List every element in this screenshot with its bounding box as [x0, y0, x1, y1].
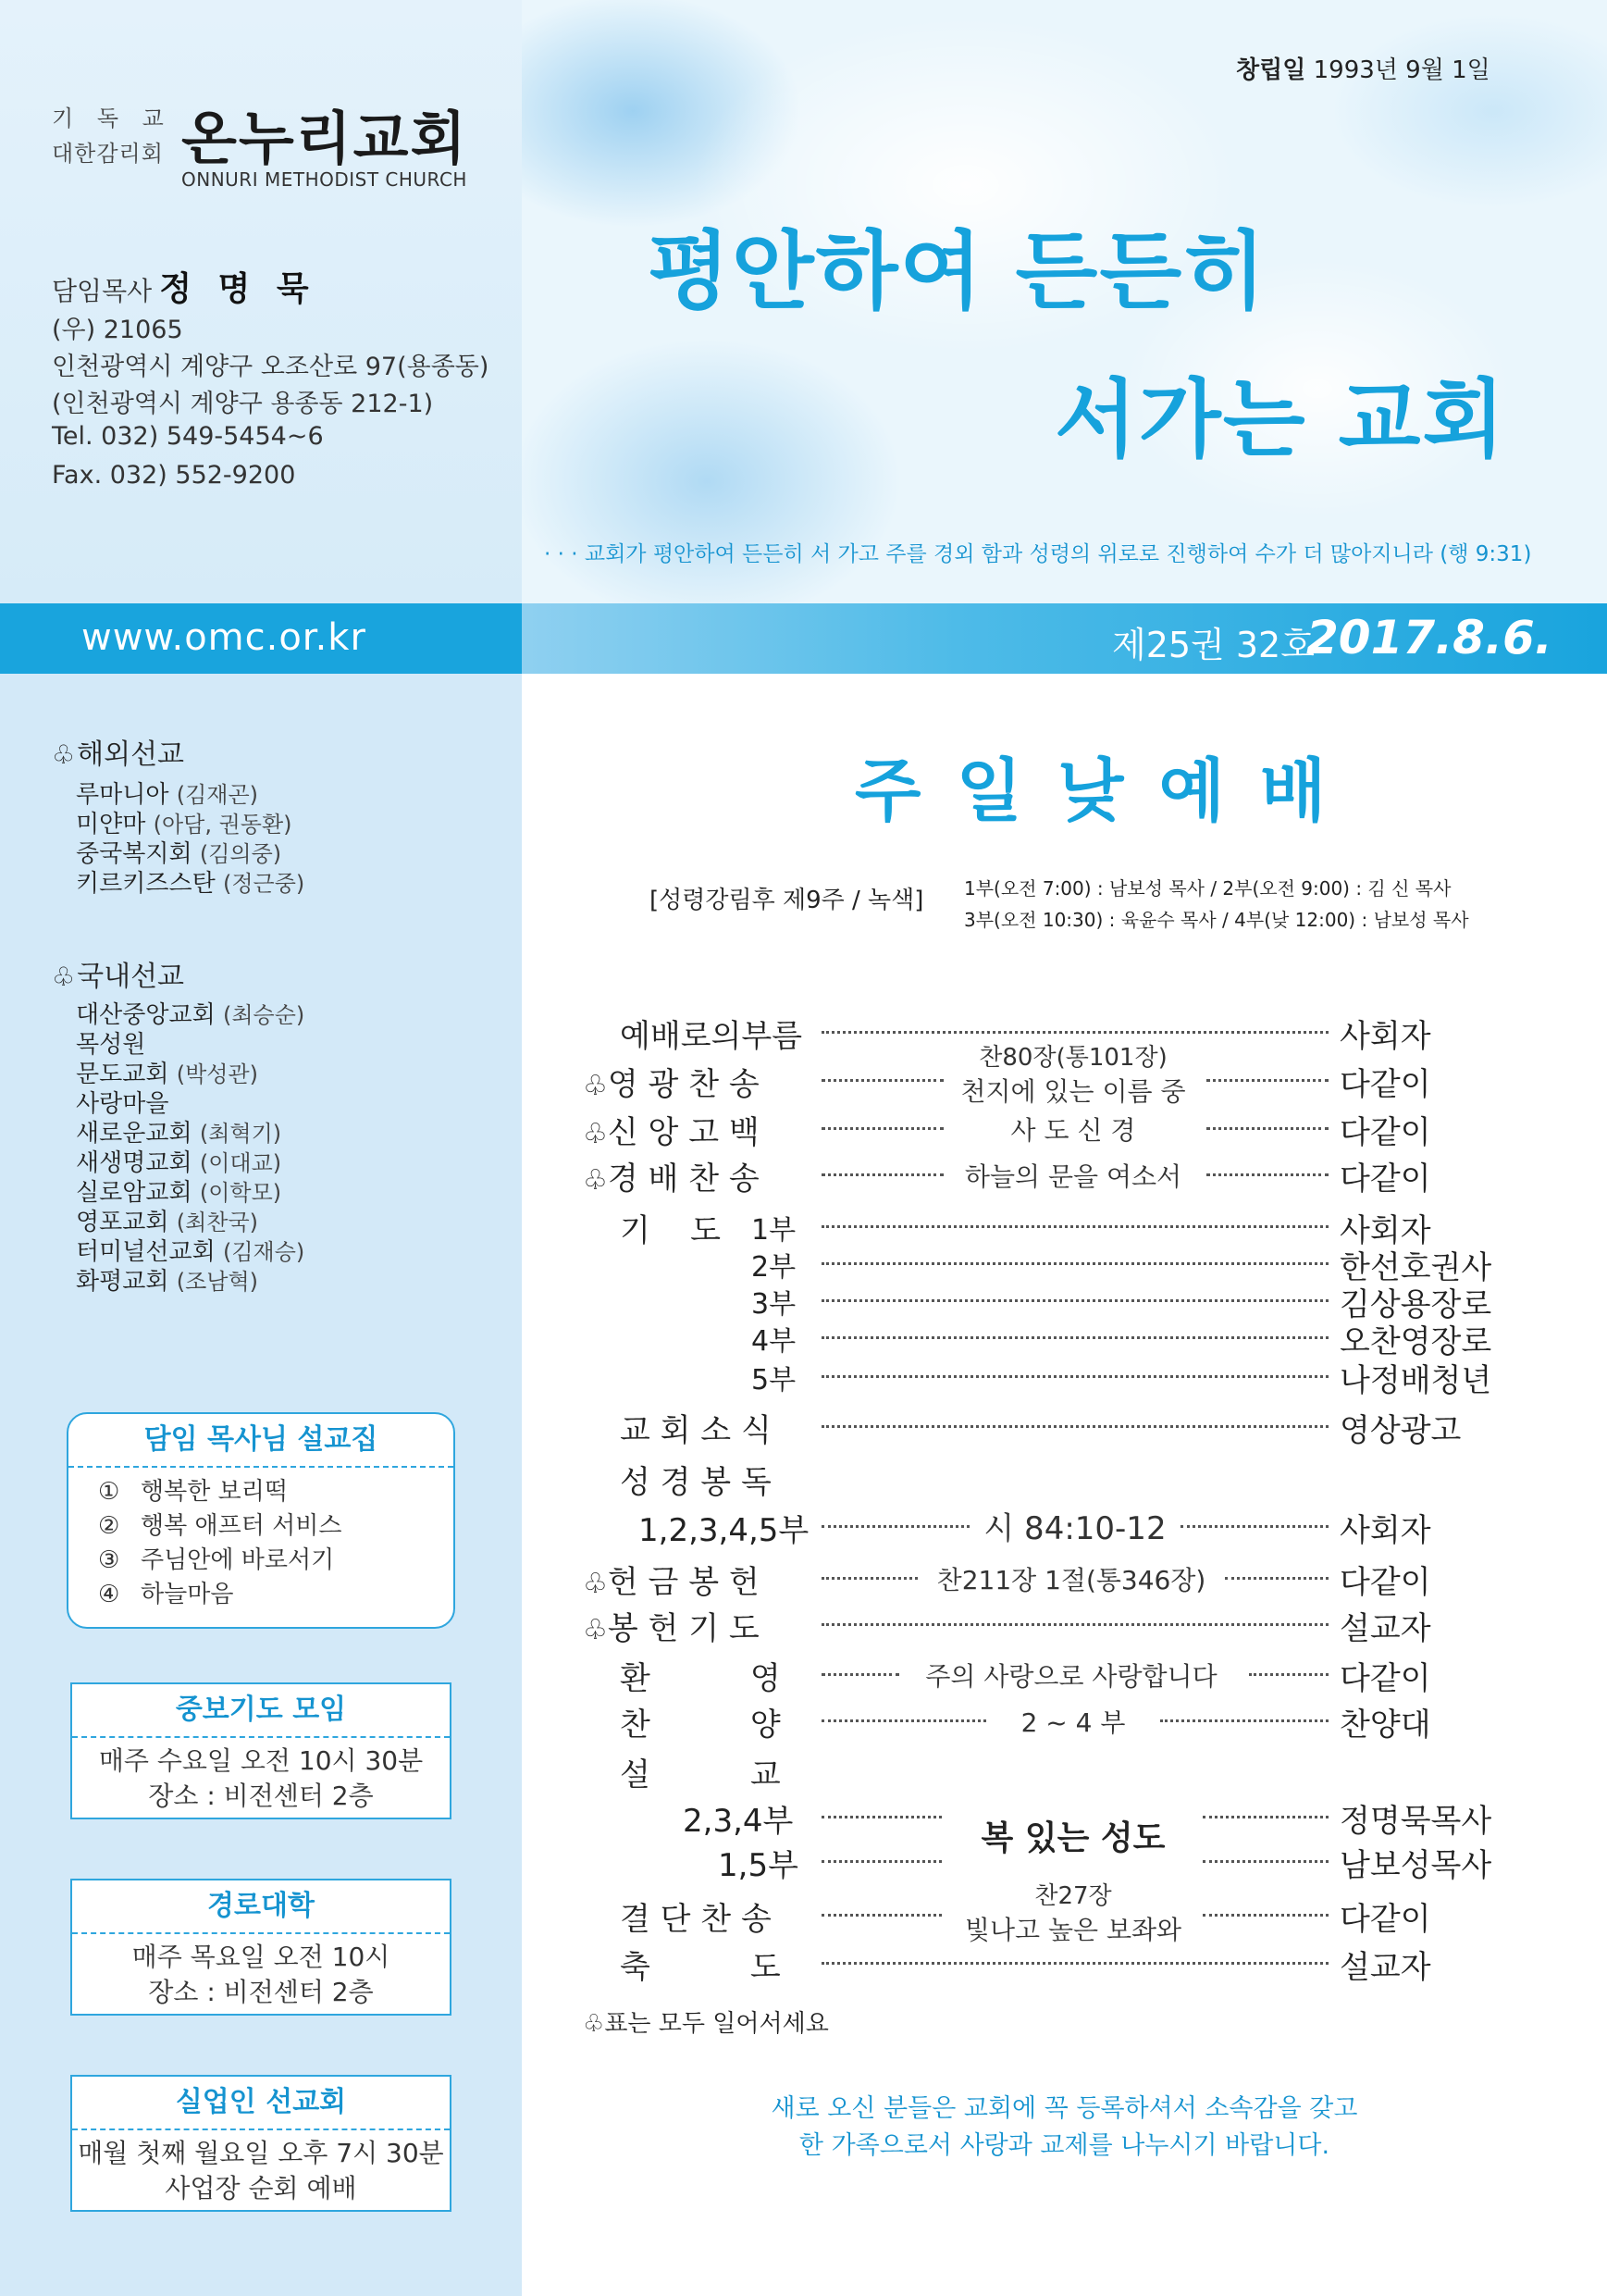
row-offering-prayer-label: ♧봉 헌 기 도 — [583, 1610, 760, 1647]
row-prayer-part: 2부 — [751, 1251, 797, 1284]
dot-leader — [1160, 1719, 1329, 1722]
club-icon: ♧ — [583, 1164, 608, 1197]
dot-leader — [1203, 1860, 1329, 1863]
slogan-line1: 평안하여 든든히 — [648, 222, 1268, 321]
standing-note: ♧표는 모두 일어서세요 — [583, 2010, 829, 2038]
website-link[interactable]: www.omc.or.kr — [81, 616, 366, 659]
dot-leader — [822, 1336, 1329, 1339]
row-decision-hymn-number: 찬27장 — [1034, 1882, 1112, 1910]
row-offering-hymn: 찬211장 1절(통346장) — [936, 1565, 1206, 1595]
row-praise-label: ♧영 광 찬 송 — [583, 1066, 760, 1103]
dot-leader — [1249, 1673, 1329, 1676]
list-item: ③ 주님안에 바로서기 — [98, 1546, 335, 1574]
pastor-line — [52, 263, 316, 310]
club-icon: ♧ — [583, 1070, 608, 1102]
pastor-name: 정 명 묵 — [159, 270, 316, 308]
dot-leader — [1206, 1079, 1329, 1082]
dot-leader — [822, 1031, 1329, 1034]
prayer-meeting-place: 장소 : 비전센터 2층 — [148, 1781, 374, 1811]
list-item: ① 행복한 보리떡 — [98, 1478, 288, 1506]
newcomer-message-line2: 한 가족으로서 사랑과 교제를 나누시기 바랍니다. — [798, 2131, 1330, 2160]
liturgical-season: [성령강림후 제9주 / 녹색] — [649, 887, 924, 914]
list-item: 대산중앙교회 (최승순) — [76, 1001, 305, 1029]
dot-leader — [822, 1860, 942, 1863]
elder-college-place: 장소 : 비전센터 2층 — [148, 1977, 374, 2007]
list-item: 목성원 — [76, 1031, 146, 1059]
row-creed-leader: 다같이 — [1340, 1114, 1431, 1151]
dot-leader — [1225, 1577, 1329, 1580]
church-name-english: ONNURI METHODIST CHURCH — [181, 168, 467, 191]
row-scripture-leader: 사회자 — [1340, 1512, 1431, 1549]
sermon-books-title: 담임 목사님 설교집 — [68, 1414, 453, 1468]
dot-leader — [1206, 1173, 1329, 1176]
elder-college-title: 경로대학 — [72, 1880, 450, 1934]
row-benediction-label: 축 도 — [620, 1949, 781, 1986]
club-icon: ♧ — [583, 1614, 608, 1646]
club-icon: ♧ — [583, 2010, 605, 2038]
service-title: 주일낮예배 — [855, 751, 1362, 831]
business-mission-title: 실업인 선교회 — [72, 2077, 450, 2130]
row-sermon-label: 설 교 — [620, 1756, 781, 1793]
founded-date — [1236, 51, 1490, 85]
row-sermon-preacher: 정명묵목사 — [1340, 1803, 1492, 1840]
dot-leader — [822, 1673, 899, 1676]
list-item: 키르키즈스탄 (정근중) — [76, 870, 305, 898]
row-praise-leader: 다같이 — [1340, 1066, 1431, 1103]
list-item: 영포교회 (최찬국) — [76, 1209, 259, 1236]
dot-leader — [822, 1173, 944, 1176]
row-scripture-label: 성 경 봉 독 — [620, 1464, 772, 1501]
list-item: 문도교회 (박성관) — [76, 1061, 259, 1088]
dot-leader — [822, 1962, 1329, 1965]
dot-leader — [822, 1127, 944, 1130]
prayer-meeting-title: 중보기도 모임 — [72, 1684, 450, 1738]
elder-college-time: 매주 목요일 오전 10시 — [131, 1942, 390, 1972]
row-creed-text: 사 도 신 경 — [1010, 1115, 1136, 1146]
row-decision-hymn-title: 빛나고 높은 보좌와 — [964, 1915, 1182, 1945]
row-news-leader: 영상광고 — [1340, 1412, 1462, 1449]
row-prayer-leader: 한선호권사 — [1340, 1249, 1492, 1286]
dot-leader — [1203, 1914, 1329, 1917]
row-prayer-part: 1부 — [751, 1214, 797, 1247]
list-item: 터미널선교회 (김재승) — [76, 1238, 305, 1266]
row-praise-hymn-number: 찬80장(통101장) — [979, 1044, 1168, 1072]
list-item: ② 행복 애프터 서비스 — [98, 1512, 342, 1540]
row-scripture-part: 1,2,3,4,5부 — [638, 1512, 810, 1549]
row-decision-leader: 다같이 — [1340, 1901, 1431, 1938]
dot-leader — [822, 1623, 1329, 1626]
prayer-meeting-time: 매주 수요일 오전 10시 30분 — [98, 1745, 424, 1776]
row-prayer-leader: 오찬영장로 — [1340, 1323, 1492, 1360]
row-benediction-leader: 설교자 — [1340, 1949, 1431, 1986]
club-icon: ♧ — [52, 962, 76, 992]
list-item: 사랑마을 — [76, 1090, 169, 1118]
row-welcome-label: 환 영 — [620, 1660, 781, 1697]
address-lot: (인천광역시 계양구 용종동 212-1) — [52, 390, 434, 418]
service-times-line1: 1부(오전 7:00) : 남보성 목사 / 2부(오전 9:00) : 김 신 목사 — [964, 877, 1452, 900]
row-praise-hymn-title: 천지에 있는 이름 중 — [960, 1076, 1186, 1107]
dot-leader — [822, 1816, 942, 1818]
address-road: 인천광역시 계양구 오조산로 97(용종동) — [52, 353, 489, 381]
service-times-line2: 3부(오전 10:30) : 육윤수 목사 / 4부(낮 12:00) : 남보성 목사 — [964, 909, 1469, 931]
club-icon: ♧ — [52, 739, 76, 770]
dot-leader — [822, 1425, 1329, 1428]
dot-leader — [1181, 1525, 1329, 1528]
row-welcome-song: 주의 사랑으로 사랑합니다 — [925, 1661, 1218, 1692]
row-worship-leader: 다같이 — [1340, 1160, 1431, 1198]
issue-date: 2017.8.6. — [1306, 611, 1552, 664]
row-choir-label: 찬 양 — [620, 1706, 781, 1744]
founded-label: 창립일 — [1236, 56, 1306, 84]
dot-leader — [822, 1262, 1329, 1265]
prayer-meeting-box — [70, 1682, 451, 1819]
row-choir-leader: 찬양대 — [1340, 1706, 1431, 1744]
dot-leader — [822, 1225, 1329, 1228]
row-creed-label: ♧신 앙 고 백 — [583, 1114, 760, 1151]
dot-leader — [822, 1914, 942, 1917]
row-call-leader: 사회자 — [1340, 1018, 1431, 1055]
list-item: 새로운교회 (최혁기) — [76, 1120, 282, 1148]
row-call-label: 예배로의부름 — [620, 1018, 803, 1055]
denomination-line2: 대한감리회 — [52, 141, 164, 167]
row-sermon-preacher: 남보성목사 — [1340, 1847, 1492, 1884]
business-mission-box — [70, 2075, 451, 2212]
row-worship-hymn: 하늘의 문을 여소서 — [964, 1161, 1182, 1192]
issue-number: 제25권 32호 — [1112, 625, 1315, 665]
sermon-title: 복 있는 성도 — [981, 1819, 1166, 1857]
fax: Fax. 032) 552-9200 — [52, 461, 296, 490]
dot-leader — [822, 1299, 1329, 1302]
pastor-label: 담임목사 — [52, 276, 153, 306]
postal-code: (우) 21065 — [52, 316, 183, 344]
list-item: ④ 하늘마음 — [98, 1581, 234, 1608]
row-offering-prayer-leader: 설교자 — [1340, 1610, 1431, 1647]
row-decision-label: 결 단 찬 송 — [620, 1901, 772, 1938]
row-prayer-leader: 사회자 — [1340, 1212, 1431, 1249]
dot-leader — [822, 1719, 986, 1722]
newcomer-message-line1: 새로 오신 분들은 교회에 꼭 등록하셔서 소속감을 갖고 — [771, 2094, 1358, 2123]
dot-leader — [822, 1375, 1329, 1378]
row-sermon-part: 2,3,4부 — [683, 1803, 794, 1840]
dot-leader — [822, 1079, 944, 1082]
list-item: 새생명교회 (이대교) — [76, 1149, 282, 1177]
row-sermon-part: 1,5부 — [718, 1847, 798, 1884]
business-mission-place: 사업장 순회 예배 — [165, 2173, 357, 2203]
row-prayer-part: 4부 — [751, 1325, 797, 1358]
row-news-label: 교 회 소 식 — [620, 1412, 772, 1449]
dot-leader — [1206, 1127, 1329, 1130]
dot-leader — [822, 1577, 918, 1580]
list-item: 미얀마 (아담, 권동환) — [76, 811, 292, 838]
row-prayer-leader: 나정배청년 — [1340, 1362, 1492, 1399]
row-prayer-part: 3부 — [751, 1288, 797, 1321]
dot-leader — [1203, 1816, 1329, 1818]
business-mission-time: 매월 첫째 월요일 오후 7시 30분 — [78, 2138, 444, 2168]
domestic-missions-title: ♧국내선교 — [52, 961, 185, 993]
slogan-line2: 서가는 교회 — [1055, 370, 1507, 469]
bible-verse: · · · 교회가 평안하여 든든히 서 가고 주를 경외 함과 성령의 위로로 진행하여 수가 더 많아지니라 (행 9:31) — [544, 542, 1532, 566]
row-choir-parts: 2 ~ 4 부 — [1020, 1707, 1126, 1738]
list-item: 루마니아 (김재곤) — [76, 781, 259, 809]
club-icon: ♧ — [583, 1118, 608, 1150]
row-worship-label: ♧경 배 찬 송 — [583, 1160, 760, 1198]
row-offering-label: ♧헌 금 봉 헌 — [583, 1564, 760, 1601]
dot-leader — [822, 1525, 970, 1528]
list-item: 중국복지회 (김의중) — [76, 840, 282, 868]
row-scripture-passage: 시 84:10-12 — [983, 1510, 1167, 1547]
church-name: 온누리교회 — [181, 105, 468, 172]
elder-college-box — [70, 1879, 451, 2016]
row-welcome-leader: 다같이 — [1340, 1660, 1431, 1697]
overseas-missions-title: ♧해외선교 — [52, 738, 185, 771]
list-item: 화평교회 (조남혁) — [76, 1268, 259, 1296]
list-item: 실로암교회 (이학모) — [76, 1179, 282, 1207]
row-prayer-label: 기 도 — [620, 1212, 721, 1249]
row-offering-leader: 다같이 — [1340, 1564, 1431, 1601]
telephone: Tel. 032) 549-5454~6 — [52, 422, 324, 451]
sermon-books-box — [67, 1412, 455, 1629]
club-icon: ♧ — [583, 1568, 608, 1600]
founded-value: 1993년 9월 1일 — [1313, 56, 1490, 84]
denomination-line1: 기 독 교 — [52, 105, 172, 131]
row-prayer-part: 5부 — [751, 1364, 797, 1396]
row-prayer-leader: 김상용장로 — [1340, 1286, 1492, 1323]
